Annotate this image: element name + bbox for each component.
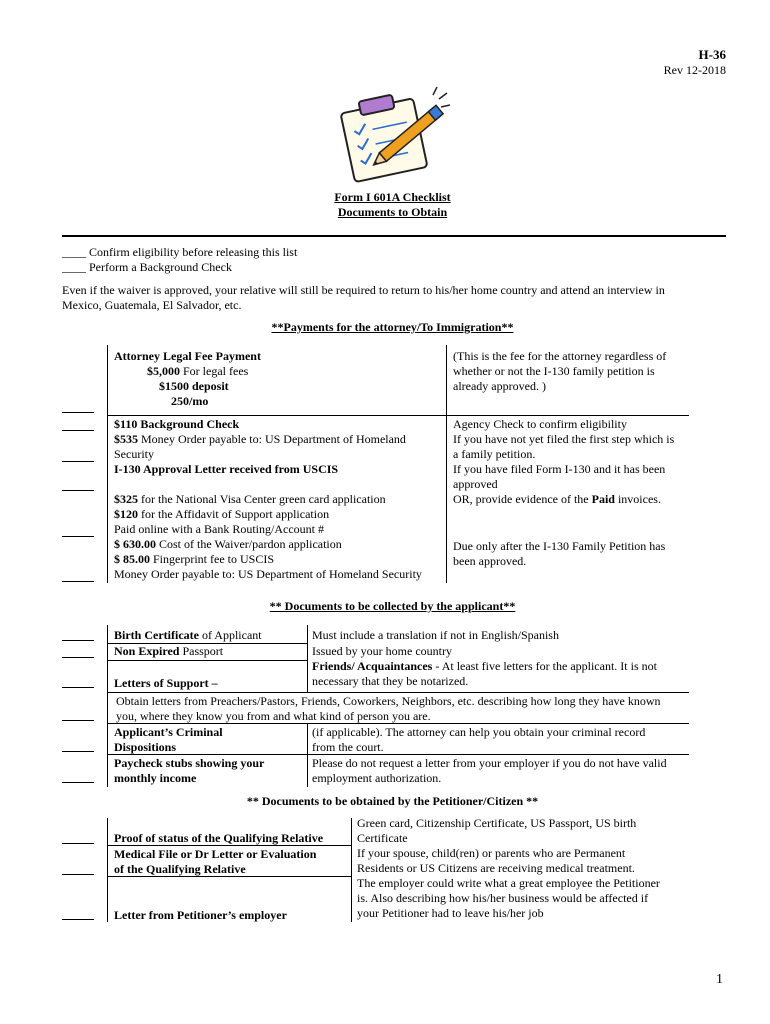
petitioner-docs-heading: ** Documents to be obtained by the Petitioner/Citizen ** (246, 794, 539, 808)
payments-row-divider (107, 415, 689, 416)
applicant-blank-1 (62, 640, 94, 641)
notarized-note: necessary that they be notarized. (312, 674, 469, 688)
applicant-blank-3 (62, 687, 94, 688)
payment-blank-3 (62, 461, 94, 462)
agency-note: Agency Check to confirm eligibility If you have not yet filed the first step which is a family petition. If you have filed Form I-130 and it has been approved OR, provide evidence of the Paid invoices. (453, 417, 675, 506)
attorney-monthly: 250/mo (171, 394, 209, 408)
applicant-col-divider-2 (307, 625, 308, 692)
page-number: 1 (716, 972, 723, 987)
petitioner-blank-1 (62, 843, 94, 844)
obtain-letters-note: Obtain letters from Preachers/Pastors, Friends, Coworkers, Neighbors, etc. describing how long they have known you, where they know you from and what kind of person you are. (116, 694, 661, 723)
attorney-fee-block (114, 349, 261, 409)
birth-certificate: Birth Certificate of Applicant (114, 628, 262, 642)
attorney-fee-amount: $5,000 For legal fees (147, 364, 249, 378)
paycheck-stubs: Paycheck stubs showing your monthly income (114, 756, 265, 785)
attorney-note: (This is the fee for the attorney regardless of whether or not the I-130 family petition is already approved. ) (453, 349, 667, 393)
applicant-blank-4 (62, 720, 94, 721)
payment-blank-1 (62, 412, 94, 413)
applicant-docs-heading: ** Documents to be collected by the applicant** (269, 599, 516, 613)
intro-line-1: Even if the waiver is approved, your relative will still be required to return to his/her home country and attend an interview in (62, 283, 665, 297)
title-divider (62, 235, 726, 237)
translation-note: Must include a translation if not in English/Spanish (312, 628, 559, 642)
petitioner-blank-3 (62, 919, 94, 920)
payment-blank-4 (62, 490, 94, 491)
paycheck-note: Please do not request a letter from your employer if you do not have valid employment authorization. (312, 756, 667, 785)
criminal-note: (if applicable). The attorney can help you obtain your criminal record from the court. (312, 725, 646, 754)
money-order-security: Security (114, 447, 154, 461)
payments-col-divider-2 (446, 345, 447, 583)
clipboard-checklist-icon (325, 85, 455, 185)
form-code: H-36 (698, 47, 726, 62)
passport: Non Expired Passport (114, 644, 224, 658)
applicant-blank-6 (62, 782, 94, 783)
revision-date: Rev 12-2018 (663, 63, 726, 77)
issued-note: Issued by your home country (312, 644, 452, 658)
attorney-fee-title: Attorney Legal Fee Payment (114, 349, 261, 363)
applicant-col-divider-3 (307, 723, 308, 787)
affidavit-fee: $120 for the Affidavit of Support application (114, 507, 330, 521)
payments-col-divider-1 (107, 345, 108, 583)
i130-letter: I-130 Approval Letter received from USCIS (114, 462, 339, 476)
money-order-2: Money Order payable to: US Department of Homeland Security (114, 567, 422, 581)
due-note: Due only after the I-130 Family Petition has been approved. (453, 539, 666, 568)
applicant-row-line-3 (107, 692, 689, 693)
applicant-col-divider-1 (107, 625, 108, 787)
background-check-fee: $110 Background Check (114, 417, 240, 431)
precheck-background: ____ Perform a Background Check (62, 260, 232, 274)
petitioner-notes: Green card, Citizenship Certificate, US Passport, US birth Certificate If your spouse, child(ren) or parents who are Permanent Residents or US Citizens are receiving medical treatment. The employer could write what a great employee the Petitioner is. Also describing how his/her business would be affected if your Petitioner had to leave his/her job (357, 816, 660, 920)
payments-heading: **Payments for the attorney/To Immigration** (271, 320, 514, 334)
payment-blank-2 (62, 430, 94, 431)
checklist-subtitle: Documents to Obtain (337, 205, 448, 219)
money-order-fee: $535 Money Order payable to: US Department of Homeland (114, 432, 406, 446)
petitioner-col-divider-1 (107, 818, 108, 922)
medical-file: Medical File or Dr Letter or Evaluation of the Qualifying Relative (114, 847, 317, 876)
applicant-row-line-2 (107, 660, 307, 661)
applicant-blank-5 (62, 751, 94, 752)
intro-line-2: Mexico, Guatemala, El Salvador, etc. (62, 298, 242, 312)
applicant-blank-2 (62, 657, 94, 658)
precheck-eligibility: ____ Confirm eligibility before releasing this list (62, 245, 298, 259)
petitioner-col-divider-2 (351, 818, 352, 922)
paid-invoices-note: OR, provide evidence of the Paid invoices. (453, 492, 661, 506)
paid-online: Paid online with a Bank Routing/Account # (114, 522, 324, 536)
friends-note: Friends/ Acquaintances - At least five letters for the applicant. It is not (312, 659, 657, 673)
petitioner-blank-2 (62, 874, 94, 875)
fingerprint-fee: $ 85.00 Fingerprint fee to USCIS (114, 552, 274, 566)
payment-blank-6 (62, 581, 94, 582)
proof-of-status: Proof of status of the Qualifying Relative (114, 831, 324, 845)
checklist-title: Form I 601A Checklist (334, 190, 451, 204)
immigration-fee-block (114, 417, 422, 582)
employer-letter: Letter from Petitioner’s employer (114, 908, 287, 922)
nvc-fee: $325 for the National Visa Center green card application (114, 492, 386, 506)
payment-blank-5 (62, 536, 94, 537)
criminal-dispositions: Applicant’s Criminal Dispositions (114, 725, 223, 754)
waiver-fee: $ 630.00 Cost of the Waiver/pardon application (114, 537, 342, 551)
letters-of-support: Letters of Support – (114, 676, 218, 690)
attorney-deposit: $1500 deposit (159, 379, 229, 393)
